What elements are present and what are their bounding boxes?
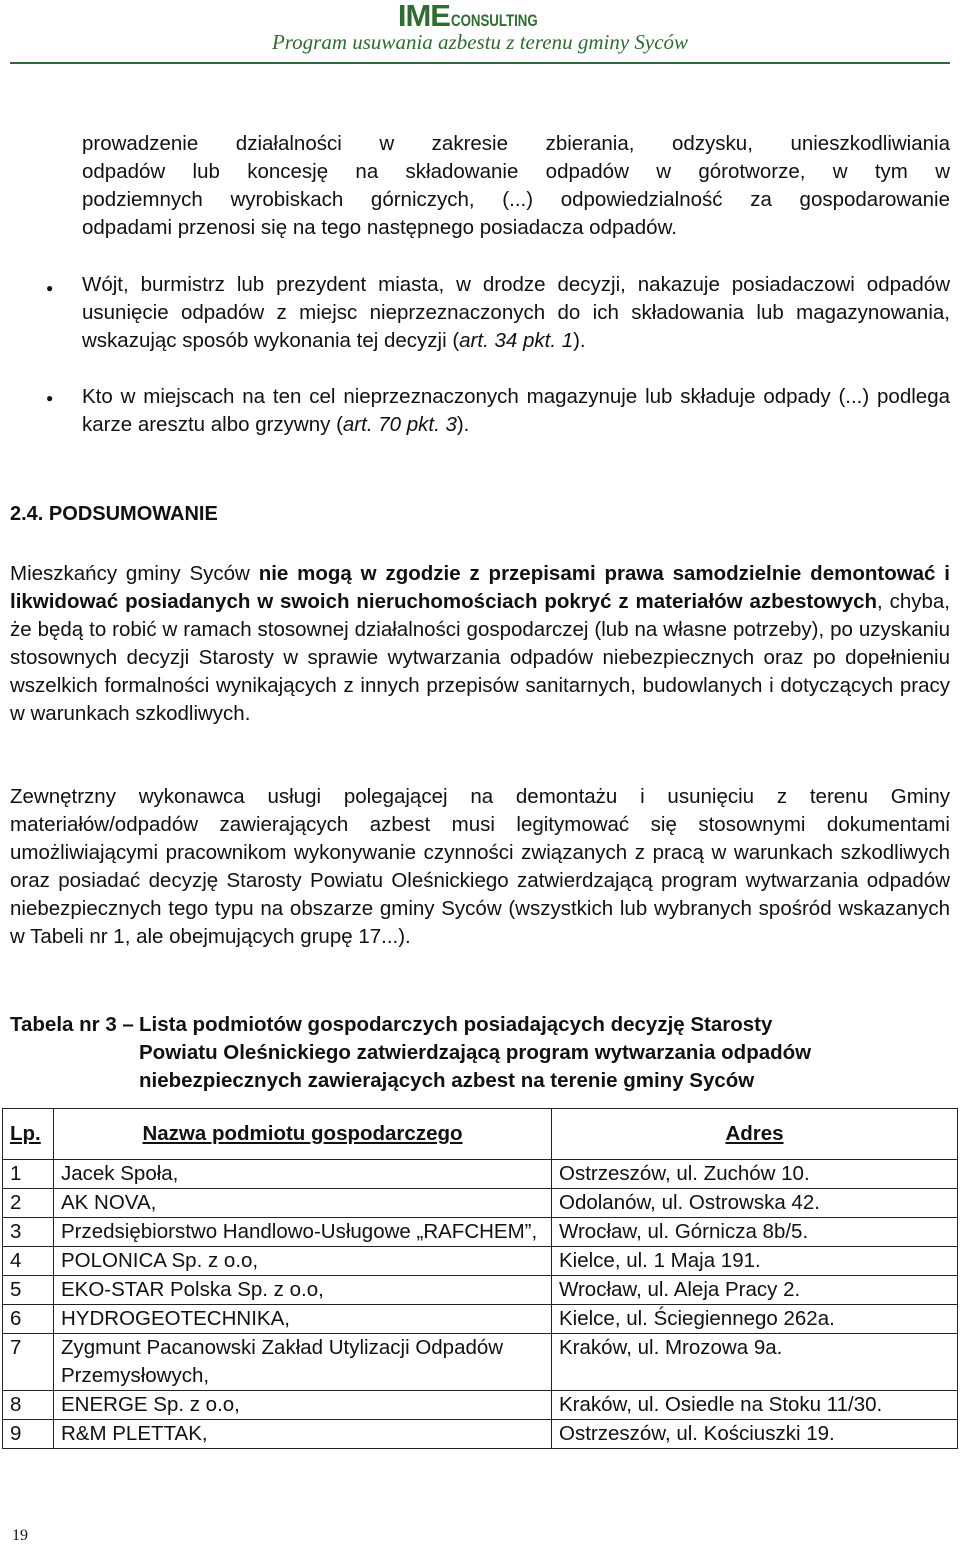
cell-name: POLONICA Sp. z o.o,	[54, 1247, 552, 1276]
caption-line: Lista podmiotów gospodarczych posiadających decyzję Starosty	[139, 1013, 773, 1036]
table-row	[3, 1189, 958, 1218]
cell-lp: 3	[3, 1218, 54, 1247]
intro-line: odpadów lub koncesję na składowanie odpadów w górotworze, w tym w	[82, 160, 950, 183]
table-row	[3, 1247, 958, 1276]
cell-address: Wrocław, ul. Aleja Pracy 2.	[552, 1276, 958, 1305]
cell-address: Kielce, ul. 1 Maja 191.	[552, 1247, 958, 1276]
section-heading: 2.4. PODSUMOWANIE	[10, 503, 218, 525]
page-number: 19	[12, 1527, 28, 1544]
cell-name: HYDROGEOTECHNIKA,	[54, 1305, 552, 1334]
cell-address: Ostrzeszów, ul. Zuchów 10.	[552, 1160, 958, 1189]
legal-reference: art. 34 pkt. 1	[459, 329, 574, 352]
cell-address: Kraków, ul. Mrozowa 9a.	[552, 1334, 958, 1391]
logo-sub-text: CONSULTING	[451, 11, 538, 30]
summary-emphasis: nie mogą w zgodzie z przepisami prawa samodzielnie demontować i likwidować posiadanych w swoich nieruchomościach pokryć z materiałów azbestowych	[10, 562, 951, 613]
cell-name: EKO-STAR Polska Sp. z o.o,	[54, 1276, 552, 1305]
cell-address: Kielce, ul. Ściegiennego 262a.	[552, 1305, 958, 1334]
table-row	[3, 1305, 958, 1334]
bullet-text: Kto w miejscach na ten cel nieprzeznaczonych magazynuje lub składuje odpady (...) podlega karze aresztu albo grzywny (	[82, 385, 950, 436]
intro-line: podziemnych wyrobiskach górniczych, (...) odpowiedzialność za gospodarowanie	[82, 188, 950, 211]
cell-name: AK NOVA,	[54, 1189, 552, 1218]
company-logo	[0, 0, 960, 31]
table-row	[3, 1276, 958, 1305]
bullet-tail: ).	[456, 413, 470, 436]
intro-paragraph	[82, 130, 950, 242]
column-header-name: Nazwa podmiotu gospodarczego	[54, 1109, 552, 1160]
logo-main-text: IME	[397, 0, 450, 33]
cell-name: R&M PLETTAK,	[54, 1420, 552, 1449]
summary-lead: Mieszkańcy gminy Syców	[10, 562, 259, 585]
cell-name: Jacek Społa,	[54, 1160, 552, 1189]
bullet-item-1	[82, 271, 950, 355]
table-row	[3, 1391, 958, 1420]
summary-rest: , chyba, że będą to robić w ramach stosownej działalności gospodarczej (lub na własne potrzeby), po uzyskaniu stosownych decyzji Starosty w sprawie wytwarzania odpadów niebezpiecznych oraz po dopełnieniu wszelkich formalności wynikających z innych przepisów sanitarnych, budowlanych i dotyczących pracy w warunkach szkodliwych.	[10, 590, 950, 725]
header-divider	[10, 62, 950, 64]
summary-paragraph	[10, 560, 950, 728]
caption-line: Powiatu Oleśnickiego zatwierdzającą program wytwarzania odpadów	[139, 1041, 812, 1064]
intro-line: prowadzenie działalności w zakresie zbierania, odzysku, unieszkodliwiania	[82, 132, 950, 155]
bullet-dot-icon: ●	[46, 391, 54, 405]
caption-label: Tabela nr 3 –	[10, 1013, 134, 1036]
table-row	[3, 1160, 958, 1189]
cell-lp: 4	[3, 1247, 54, 1276]
cell-address: Odolanów, ul. Ostrowska 42.	[552, 1189, 958, 1218]
table-caption	[10, 1011, 950, 1095]
cell-address: Wrocław, ul. Górnicza 8b/5.	[552, 1218, 958, 1247]
caption-line: niebezpiecznych zawierających azbest na terenie gminy Syców	[139, 1069, 755, 1092]
table-row	[3, 1334, 958, 1391]
table-row	[3, 1218, 958, 1247]
column-header-lp: Lp.	[3, 1109, 54, 1160]
companies-table	[2, 1108, 958, 1449]
cell-lp: 2	[3, 1189, 54, 1218]
cell-lp: 1	[3, 1160, 54, 1189]
cell-name: ENERGE Sp. z o.o,	[54, 1391, 552, 1420]
cell-lp: 5	[3, 1276, 54, 1305]
bullet-item-2	[82, 383, 950, 439]
intro-line: odpadami przenosi się na tego następnego posiadacza odpadów.	[82, 216, 677, 239]
contractor-paragraph: Zewnętrzny wykonawca usługi polegającej na demontażu i usunięciu z terenu Gminy materiałów/odpadów zawierających azbest musi legitymować się stosownymi dokumentami umożliwiającymi pracownikom wykonywanie czynności związanych z pracą w warunkach szkodliwych oraz posiadać decyzję Starosty Powiatu Oleśnickiego zatwierdzającą program wytwarzania odpadów niebezpiecznych tego typu na obszarze gminy Syców (wszystkich lub wybranych spośród wskazanych w Tabeli nr 1, ale obejmujących grupę 17...).	[10, 785, 950, 948]
column-header-address: Adres	[552, 1109, 958, 1160]
table-row	[3, 1420, 958, 1449]
cell-address: Ostrzeszów, ul. Kościuszki 19.	[552, 1420, 958, 1449]
cell-name: Zygmunt Pacanowski Zakład Utylizacji Odpadów Przemysłowych,	[54, 1334, 552, 1391]
cell-address: Kraków, ul. Osiedle na Stoku 11/30.	[552, 1391, 958, 1420]
cell-name: Przedsiębiorstwo Handlowo-Usługowe „RAFCHEM”,	[54, 1218, 552, 1247]
bullet-dot-icon: ●	[46, 281, 54, 295]
table-header-row	[3, 1109, 958, 1160]
header-subtitle: Program usuwania azbestu z terenu gminy Syców	[271, 30, 689, 54]
bullet-tail: ).	[573, 329, 586, 352]
cell-lp: 6	[3, 1305, 54, 1334]
cell-lp: 9	[3, 1420, 54, 1449]
cell-lp: 7	[3, 1334, 54, 1391]
bullet-text: Wójt, burmistrz lub prezydent miasta, w drodze decyzji, nakazuje posiadaczowi odpadów usunięcie odpadów z miejsc nieprzeznaczonych do ich składowania lub magazynowania, wskazując sposób wykonania tej decyzji (	[82, 273, 950, 352]
cell-lp: 8	[3, 1391, 54, 1420]
legal-reference: art. 70 pkt. 3	[342, 413, 457, 436]
